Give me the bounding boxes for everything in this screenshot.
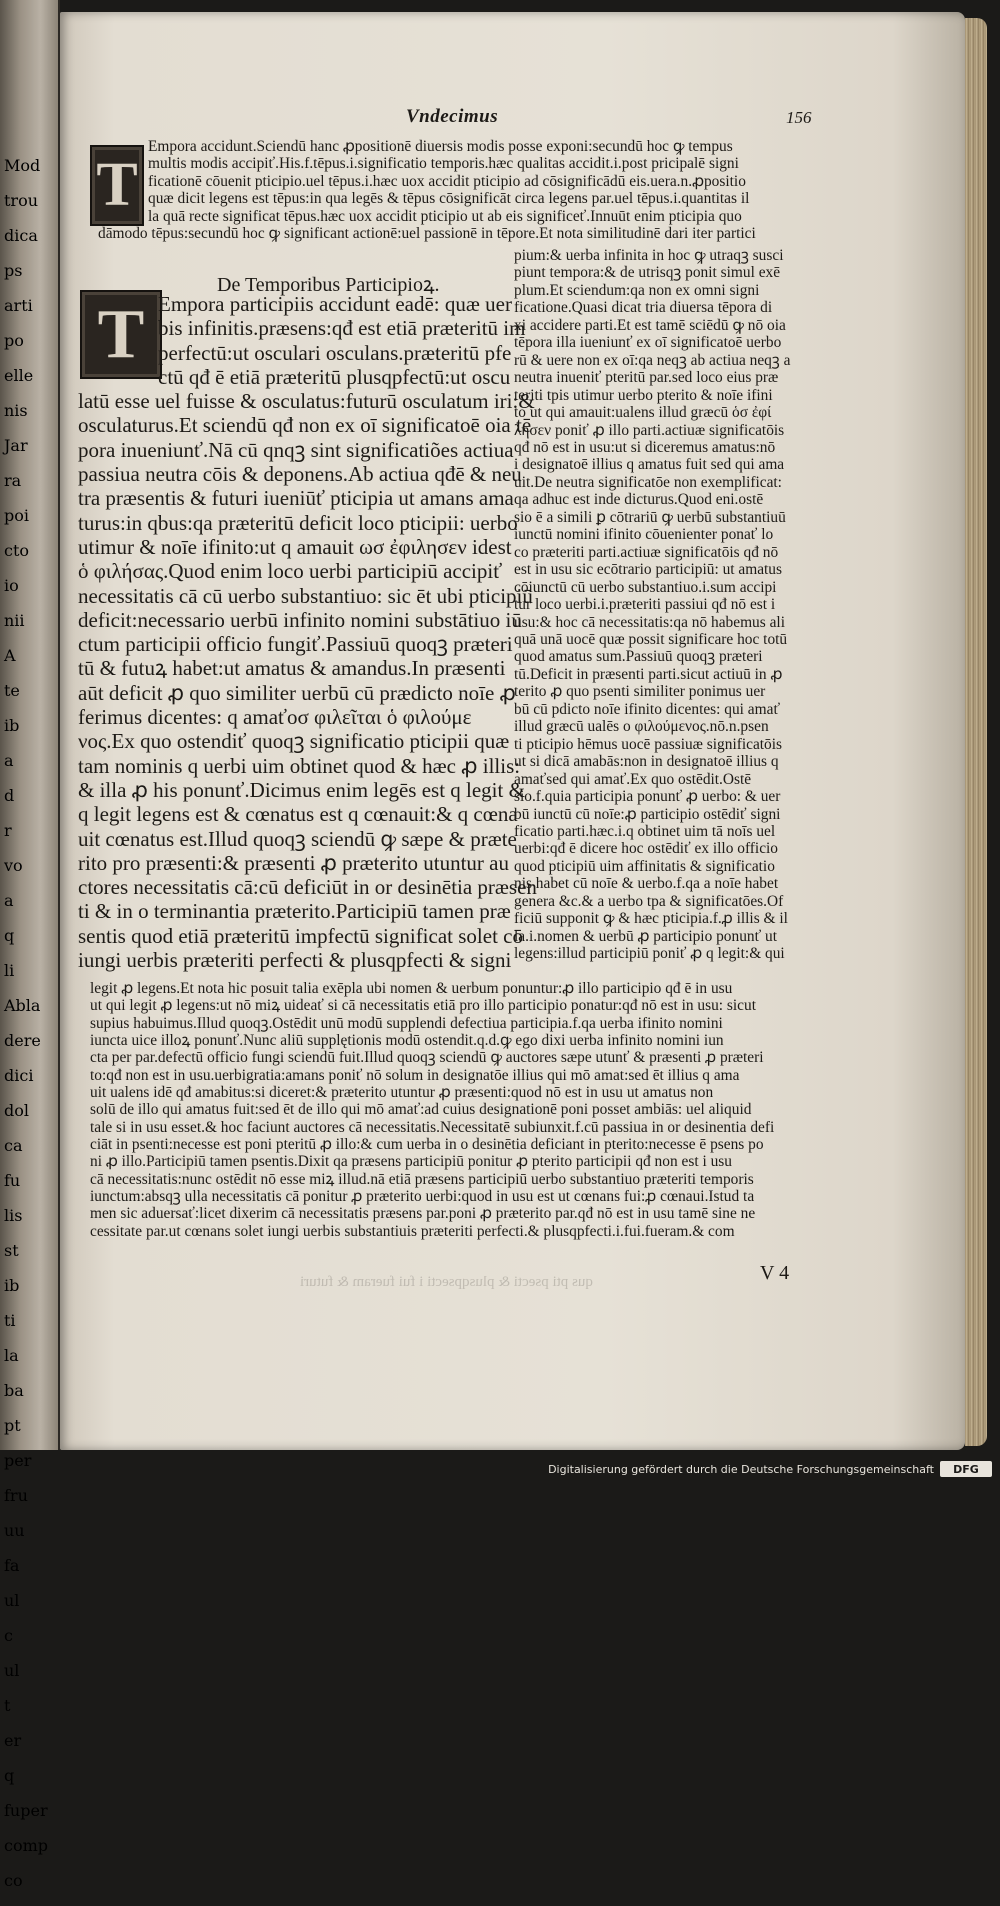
fragment-line: io xyxy=(4,576,19,595)
text-line: osculaturus.Et sciendū qđ non ex oī significatoē oia tē xyxy=(78,413,532,438)
text-line: ferimus dicentes: q amaťοσ φιλεῖται ὁ φιλούμε xyxy=(78,705,472,730)
fragment-line: q xyxy=(4,1766,15,1785)
fragment-line: dol xyxy=(4,1101,29,1120)
commentary-line: sio.f.quia participia ponunť ꝓ uerbo: & uer xyxy=(514,788,781,806)
commentary-line: xi accidere parti.Et est tamē sciēdū ꝙ nō oia xyxy=(514,316,786,334)
commentary-line: bū iunctū cū noīe:ꝓ participio ostēdiť signi xyxy=(514,805,781,823)
fragment-line: Jar xyxy=(4,436,28,455)
fragment-line: pt xyxy=(4,1416,21,1435)
commentary-line: cessitate par.ut cœnans solet iungi uerbis substantiuis præteriti perfecti.& plusqpfecti.i.fui.fueram.& com xyxy=(90,1222,735,1240)
commentary-line: uerbi:qđ ē dicere hoc ostēdiť ex illo officio xyxy=(514,840,779,858)
commentary-line: illud græcū ualēs ο φιλούμενος.nō.n.psen xyxy=(514,718,769,736)
fragment-line: dici xyxy=(4,1066,34,1085)
commentary-bottom xyxy=(90,980,845,1240)
text-line: Empora participiis accidunt eadē: quæ uer xyxy=(158,292,512,316)
commentary-line: cā necessitatis:nunc ostēdit nō esse miꝝ illud.nā etiā præsens participiū uerbo substantiuo præteriti temporis xyxy=(90,1170,754,1188)
fragment-line: Abla xyxy=(4,996,41,1015)
text-line: uit cœnatus est.Illud quoqꝫ sciendū ꝙ sæpe & præte xyxy=(78,826,517,851)
dfg-logo: DFG xyxy=(940,1461,992,1477)
fragment-line: ti xyxy=(4,1311,16,1330)
commentary-line: sio ē a simili ꝑ cōtrariū ꝙ uerbū substantiuū xyxy=(514,508,786,526)
text-line: bis infinitis.præsens:qđ est etiā præteritū im xyxy=(158,316,526,341)
commentary-line: tēpora illa iueniunť ex oī significatoē uerbo xyxy=(514,334,782,352)
commentary-line: ut qui legit ꝓ legens:ut nō miꝝ uideať si cā necessitatis etiā pro illo participio ponatur:qđ nō est in usu: sicut xyxy=(90,997,756,1015)
commentary-line: dāmodo tēpus:secundū hoc ꝙ significant actionē:uel passionē in tēpore.Et nota similitudinē dari iter partici xyxy=(98,225,756,243)
commentary-line: λησεν poniť ꝓ illo parti.actiuæ significatōis xyxy=(514,421,785,439)
text-line: utimur & noīe ifinito:ut q amauit ωσ ἐφιλησεν idest xyxy=(78,534,512,559)
running-head xyxy=(60,106,965,134)
commentary-line: uit.De neutra significatōe non exemplificat: xyxy=(514,473,782,491)
commentary-line: ficatione.Quasi dicat tria diuersa tēpora di xyxy=(514,299,773,317)
commentary-line: quod amatus sum.Passiuū quoqꝫ præteri xyxy=(514,648,763,666)
fragment-line: per xyxy=(4,1451,32,1470)
section-title: De Temporibus Participioꝝ. xyxy=(217,274,440,296)
fragment-line: a xyxy=(4,751,14,770)
commentary-line: teriti tpis utimur uerbo pterito & noīe ifini xyxy=(514,386,773,404)
digitization-footer xyxy=(0,1458,1000,1482)
text-line: sentis quod etiā præteritū impfectū significat solet cō xyxy=(78,923,523,948)
commentary-line: Empora accidunt.Sciendū hanc ꝓpositionē diuersis modis posse exponi:secundū hoc ꝙ tempus xyxy=(148,138,733,155)
signature-mark: V 4 xyxy=(760,1262,790,1284)
commentary-line: ti pticipio hēmus uocē passiuæ significatōis xyxy=(514,735,783,753)
fragment-line: fu xyxy=(4,1171,21,1190)
text-line: tū & futuꝝ habet:ut amatus & amandus.In præsenti xyxy=(78,656,506,681)
fragment-line: ul xyxy=(4,1661,20,1680)
fragment-line: ul xyxy=(4,1591,20,1610)
fragment-line: cto xyxy=(4,541,30,560)
fragment-line: li xyxy=(4,961,15,980)
fragment-line: ib xyxy=(4,716,20,735)
fragment-line: arti xyxy=(4,296,33,315)
fragment-line: ra xyxy=(4,471,22,490)
commentary-line: supius habuimus.Illud quoqꝫ.Ostēdit unū modū supplendi defectiua participia.f.qa uerba ifinito nomini xyxy=(90,1014,723,1032)
commentary-line: rū & uere non ex oī:qa neqꝫ ab actiua neqꝫ a xyxy=(514,351,791,369)
text-line: ctores necessitatis cā:cū deficiūt in or desinētia præsen xyxy=(78,875,537,900)
fragment-line: elle xyxy=(4,366,34,385)
text-line: perfectū:ut osculari osculans.præteritū pfe xyxy=(158,340,512,365)
footer-credit: Digitalisierung gefördert durch die Deutsche Forschungsgemeinschaft xyxy=(548,1463,934,1476)
commentary-line: qđ nō est in usu:ut si diceremus amatus:nō xyxy=(514,438,776,456)
running-title: Vndecimus xyxy=(406,106,499,127)
text-line: latū esse uel fuisse & osculatus:futurū osculatum iri:& xyxy=(78,389,535,414)
fragment-line: lis xyxy=(4,1206,23,1225)
text-line: tra præsentis & futuri iueniūť pticipia ut amans ama xyxy=(78,486,514,511)
text-line: pora inueniunť.Nā cū qnqꝫ sint significatiões actiua xyxy=(78,437,514,462)
initial-letter: T xyxy=(96,151,138,219)
text-line: deficit:necessario uerbū infinito nomini substātiuo iū xyxy=(78,607,522,632)
text-line: necessitatis cā cū uerbo substantiuo: sic ēt ubi pticipiū xyxy=(78,583,533,608)
commentary-line: plum.Et sciendum:qa non ex omni signi xyxy=(514,281,760,299)
commentary-line: quā unā uocē quæ possit significare hoc totū xyxy=(514,630,788,648)
fragment-line: st xyxy=(4,1241,19,1260)
text-line: ὁ φιλήσας.Quod enim loco uerbi participiū accipiť xyxy=(78,559,503,584)
text-line: νος.Ex quo ostendiť quoqꝫ significatio pticipii quæ xyxy=(78,729,510,754)
commentary-line: ficationē cōuenit pticipio.uel tēpus.i.hæc uox accidit pticipio ad cōsignificādū eis.uera.n.ꝓpositio xyxy=(148,172,746,190)
commentary-line: tur loco uerbi.i.præteriti passiui qđ nō est i xyxy=(514,596,776,614)
commentary-line: la.i.nomen & uerbū ꝓ participio ponunť ut xyxy=(514,927,777,945)
commentary-line: cta per par.defectū officio fungi sciendū fuit.Illud quoqꝫ sciendū ꝙ auctores sæpe utunť & præsenti ꝓ præteri xyxy=(90,1049,764,1067)
fragment-line: er xyxy=(4,1731,22,1750)
commentary-line: legit ꝓ legens.Et nota hic posuit talia exēpla ubi nomen & uerbum ponuntur:ꝓ illo participio qđ ē in usu xyxy=(90,980,733,997)
commentary-line: pium:& uerba infinita in hoc ꝙ utraqꝫ susci xyxy=(514,247,784,264)
main-text-column xyxy=(78,292,537,973)
text-line: ti & in o terminantia præterito.Participiū tamen præ xyxy=(78,899,511,924)
commentary-line: solū de illo qui amatus fuit:sed ēt de illo qui mō amať:ad cuius designationē poni posset ambiās: uel aliquid xyxy=(90,1101,752,1119)
text-line: passiua neutra cōis & deponens.Ab actiua qđē & neu xyxy=(78,462,522,487)
book-page xyxy=(60,12,965,1450)
fragment-line: dere xyxy=(4,1031,41,1050)
fragment-line: te xyxy=(4,681,20,700)
commentary-right-column xyxy=(514,247,834,963)
commentary-line: terito ꝓ quo psenti similiter ponimus uer xyxy=(514,683,766,701)
fragment-line: fuper xyxy=(4,1801,48,1820)
commentary-line: usu:& hoc cā necessitatis:qa nō habemus ali xyxy=(514,613,785,631)
commentary-line: to:qđ non est in usu.uerbigratia:amans poniť nō solum in designatōe illius qui mō amat:sed ēt illius q ama xyxy=(90,1066,740,1084)
commentary-line: i designatoē illius q amatus fuit sed qui ama xyxy=(514,456,785,474)
commentary-top xyxy=(98,138,868,243)
text-line: aūt deficit ꝓ quo similiter uerbū cū prædicto noīe ꝓ xyxy=(78,680,516,705)
fragment-line: vo xyxy=(4,856,23,875)
fragment-line: fa xyxy=(4,1556,20,1575)
fragment-line: comp xyxy=(4,1836,49,1855)
fragment-line: nis xyxy=(4,401,28,420)
fragment-line: a xyxy=(4,891,14,910)
text-line: ctum participii officio fungiť.Passiuū quoqꝫ præteri xyxy=(78,632,513,657)
folio-number: 156 xyxy=(786,108,812,127)
text-line: q legit legens est & cœnatus est q cœnauit:& q cœna xyxy=(78,802,518,827)
text-line: iungi uerbis præteriti perfecti & plusqpfecti & signi xyxy=(78,948,512,973)
commentary-line: la quā recte significat tēpus.hæc uox accidit pticipio ut ab eis significeť.Innuūt enim pticipia quo xyxy=(148,207,742,225)
fragment-line: ba xyxy=(4,1381,24,1400)
fragment-line: Mod xyxy=(4,156,41,175)
commentary-line: quod pticipiū uim affinitatis & significatio xyxy=(514,857,775,875)
commentary-line: ni ꝓ illo.Participiū tamen psentis.Dixit qa præsens participiū ponitur ꝓ pterito participii qđ non est i usu xyxy=(90,1153,732,1171)
fragment-line: t xyxy=(4,1696,11,1715)
fragment-line: ib xyxy=(4,1276,20,1295)
fragment-line: nii xyxy=(4,611,25,630)
commentary-line: qa adhuc est inde dicturus.Quod eni.ostē xyxy=(514,491,764,509)
fragment-line: po xyxy=(4,331,24,350)
commentary-line: tū.Deficit in præsenti parti.sicut actiuū in ꝓ xyxy=(514,665,783,683)
commentary-line: piunt tempora:& de utrisqꝫ ponit simul exē xyxy=(514,264,781,282)
text-line: rito pro præsenti:& præsenti ꝓ præterito utuntur au xyxy=(78,850,509,875)
fragment-line: fru xyxy=(4,1486,28,1505)
left-page-edge xyxy=(0,0,60,1890)
bleed-through-text: qus pti psecti & plusqpsecti i fui fueram & futuri xyxy=(300,1274,593,1290)
fragment-line: la xyxy=(4,1346,19,1365)
commentary-line: ciāt in psenti:necesse est poni pteritū ꝓ illo:& cum uerba in o desinētia deficiant in pterito:necesse ē psens po xyxy=(90,1136,764,1154)
page-fore-edge xyxy=(965,18,987,1446)
text-line: ctū qđ ē etiā præteritū plusqpfectū:ut oscu xyxy=(158,364,511,389)
commentary-line: quæ dicit legens est tēpus:in qua legēs & tēpus cōsignificāt circa legens par.uel tēpus.i.quantitas il xyxy=(148,190,750,208)
commentary-line: ficatio parti.hæc.i.q obtinet uim tā noīs uel xyxy=(514,822,776,840)
commentary-line: amaťsed qui amať.Ex quo ostēdit.Ostē xyxy=(514,770,752,788)
text-line: & illa ꝓ his ponunť.Dicimus enim legēs est q legit & xyxy=(78,777,525,802)
commentary-line: men sic aduersať:licet dixerim cā necessitatis præsens par.poni ꝓ præterito par.qđ nō est in usu tamē sine ne xyxy=(90,1205,756,1223)
commentary-line: tale si in usu esset.& hoc faciunt auctores cā necessitatis.Necessitatē subiunxit.f.cū passiua in or desinentia defi xyxy=(90,1118,775,1136)
commentary-line: iunctum:absqꝫ ulla necessitatis cā ponitur ꝓ præterito uerbi:quod in usu est ut cœnans fui:ꝓ cœnaui.Istud ta xyxy=(90,1188,755,1206)
commentary-line: neutra inueniť pteritū par.sed loco eius præ xyxy=(514,369,779,387)
fragment-line: dica xyxy=(4,226,38,245)
fragment-line: c xyxy=(4,1626,13,1645)
commentary-line: bū cū pdicto noīe ifinito dicentes: qui amať xyxy=(514,700,781,718)
commentary-line: est in usu sic ecōtrario participiū: ut amatus xyxy=(514,561,782,579)
commentary-line: ficiū supponit ꝙ & hæc pticipia.f.ꝓ illis & il xyxy=(514,910,788,928)
fragment-line: q xyxy=(4,926,15,945)
text-line: turus:in qbus:qa præteritū deficit loco pticipii: uerbo xyxy=(78,510,518,535)
fragment-line: ps xyxy=(4,261,23,280)
commentary-line: legens:illud participiū poniť ꝓ q legit:& qui xyxy=(514,945,785,963)
fragment-line: A xyxy=(4,646,16,665)
woodcut-initial-top xyxy=(90,145,144,226)
fragment-line: d xyxy=(4,786,15,805)
fragment-line: co xyxy=(4,1871,23,1890)
commentary-line: iunctū nomini ifinito cōuenienter ponať lo xyxy=(514,526,774,544)
fragment-line: poi xyxy=(4,506,29,525)
initial-letter: T xyxy=(97,295,145,373)
fragment-line: ca xyxy=(4,1136,23,1155)
commentary-line: to ut qui amauit:ualens illud græcū ὁσ ἐφί xyxy=(514,404,772,422)
commentary-line: co præteriti parti.actiuæ significatōis qđ nō xyxy=(514,543,779,561)
commentary-line: uit ualens idē qđ amabitus:si diceret:& præterito utuntur ꝓ præsenti:quod nō est in usu ut amatus non xyxy=(90,1084,714,1102)
fragment-line: trou xyxy=(4,191,39,210)
fragment-line: uu xyxy=(4,1521,25,1540)
commentary-line: iuncta uice illoꝝ ponunť.Nunc aliū supplętionis modū ostendit.q.d.ꝙ ego dixi uerba infinito nomini iun xyxy=(90,1032,724,1050)
text-line: tam nominis q uerbi uim obtinet quod & hæc ꝓ illis: xyxy=(78,753,521,778)
commentary-line: nis habet cū noīe & uerbo.f.qa a noīe habet xyxy=(514,875,779,893)
fragment-line: r xyxy=(4,821,12,840)
commentary-line: multis modis accipiť.His.f.tēpus.i.significatio temporis.hæc qualitas accidit.i.post pricipalē signi xyxy=(148,155,739,173)
left-page-text-fragments xyxy=(4,140,58,1906)
commentary-line: ut si dicā amabās:non in designatoē illius q xyxy=(514,753,779,771)
commentary-line: cōiunctū cū uerbo substantiuo.i.sum accipi xyxy=(514,578,777,596)
commentary-line: genera &c.& a uerbo tpa & significatōes.Of xyxy=(514,892,784,910)
